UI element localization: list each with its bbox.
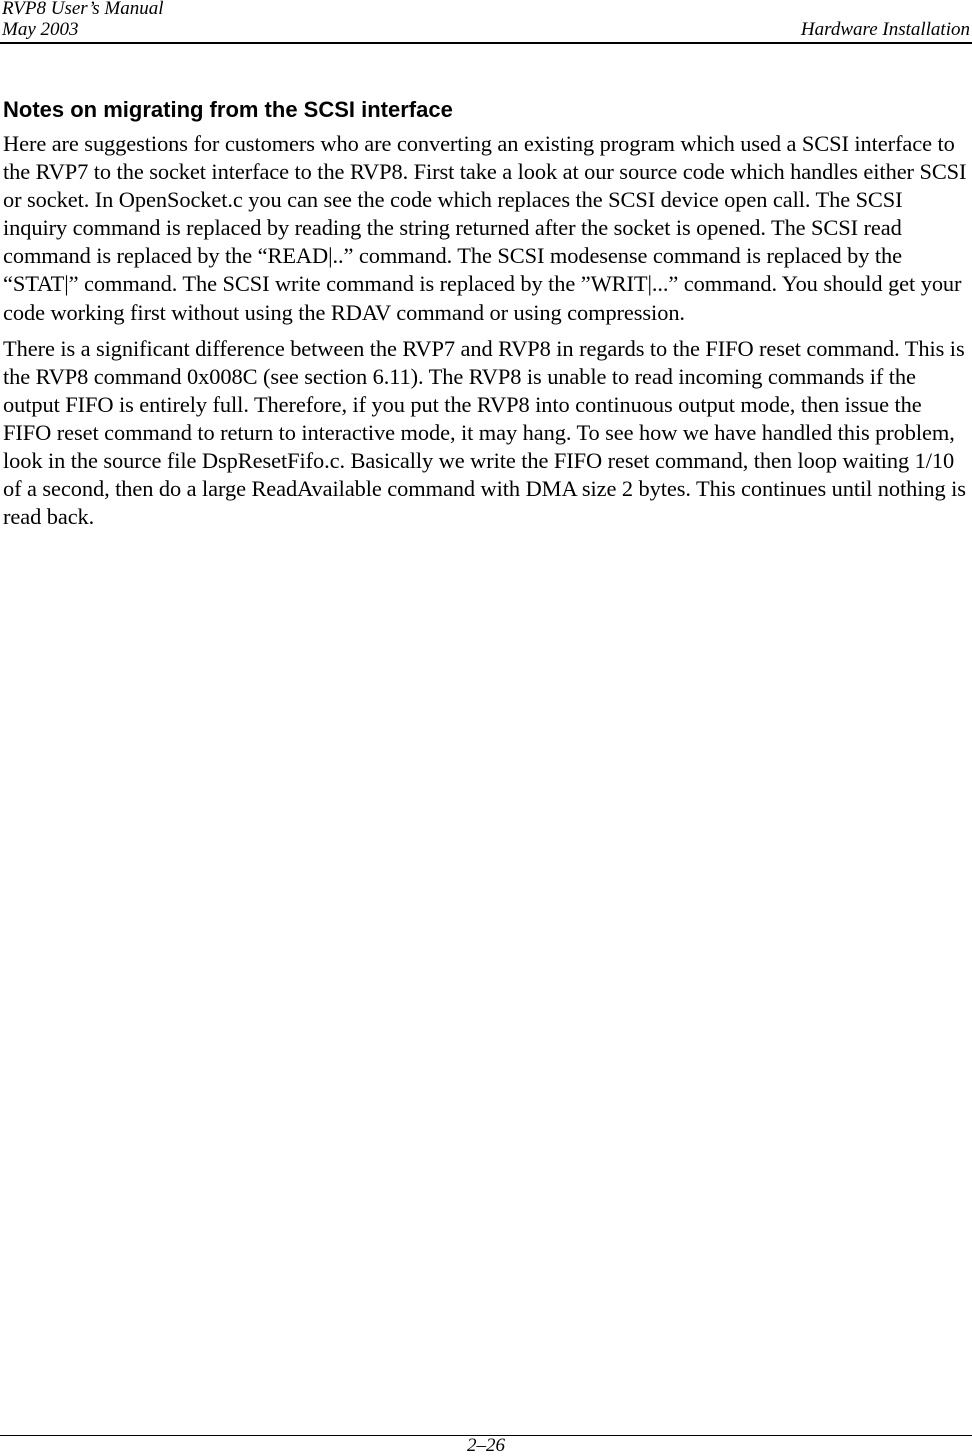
- manual-title: RVP8 User’s Manual: [2, 0, 164, 19]
- page-body: [3, 96, 971, 539]
- header-left: [2, 0, 164, 40]
- chapter-title: Hardware Installation: [800, 19, 970, 40]
- page-number: 2–26: [467, 1435, 505, 1456]
- header-rule: [0, 42, 972, 44]
- section-heading: Notes on migrating from the SCSI interface: [3, 97, 453, 122]
- publication-date: May 2003: [2, 19, 79, 40]
- paragraph-fifo-reset: There is a significant difference between the RVP7 and RVP8 in regards to the FIFO reset command. This is the RVP8 command 0x008C (see section 6.11). The RVP8 is unable to read incoming commands if the output FIFO is entirely full. Therefore, if you put the RVP8 into continuous output mode, then issue the FIFO reset command to return to interactive mode, it may hang. To see how we have handled this problem, look in the source file DspResetFifo.c. Basically we write the FIFO reset command, then loop waiting 1/10 of a second, then do a large ReadAvailable command with DMA size 2 bytes. This continues until nothing is read back.: [3, 335, 966, 530]
- paragraph-scsi-migration: Here are suggestions for customers who are converting an existing program which used a SCSI interface to the RVP7 to the socket interface to the RVP8. First take a look at our source code which handles either SCSI or socket. In OpenSocket.c you can see the code which replaces the SCSI device open call. The SCSI inquiry command is replaced by reading the string returned after the socket is opened. The SCSI read command is replaced by the “READ|..” command. The SCSI modesense command is replaced by the “STAT|” command. The SCSI write command is replaced by the ”WRIT|...” command. You should get your code working first without using the RDAV command or using compression.: [3, 131, 967, 325]
- running-header: [0, 0, 972, 44]
